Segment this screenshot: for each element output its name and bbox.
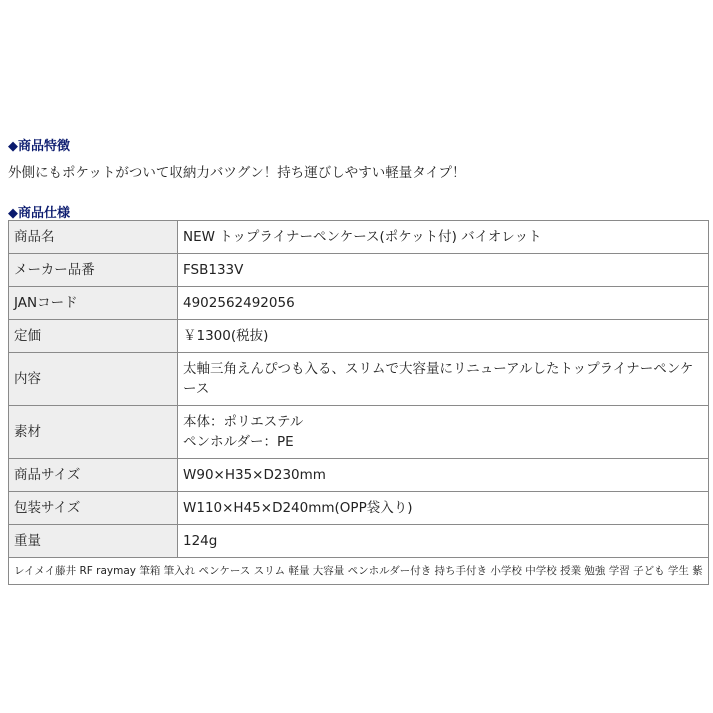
- table-row: [9, 254, 709, 287]
- table-row: [9, 558, 709, 585]
- spec-label-contents: 内容: [9, 353, 178, 406]
- table-row: [9, 459, 709, 492]
- spec-value-size: W90×H35×D230mm: [178, 459, 709, 492]
- table-row: [9, 406, 709, 459]
- table-row: [9, 287, 709, 320]
- spec-value-name: NEW トップライナーペンケース(ポケット付) バイオレット: [178, 221, 709, 254]
- table-row: [9, 221, 709, 254]
- spec-label-model: メーカー品番: [9, 254, 178, 287]
- spec-value-package-size: W110×H45×D240mm(OPP袋入り): [178, 492, 709, 525]
- keywords-cell: レイメイ藤井 RF raymay 筆箱 筆入れ ペンケース スリム 軽量 大容量 ペンホルダー付き 持ち手付き 小学校 中学校 授業 勉強 学習 子ども 学生 紫: [9, 558, 709, 585]
- spec-label-size: 商品サイズ: [9, 459, 178, 492]
- spec-label-weight: 重量: [9, 525, 178, 558]
- table-row: [9, 525, 709, 558]
- table-row: [9, 492, 709, 525]
- table-row: [9, 320, 709, 353]
- spec-value-weight: 124g: [178, 525, 709, 558]
- spec-value-price: ￥1300(税抜): [178, 320, 709, 353]
- features-heading: ◆商品特徴: [8, 139, 70, 154]
- spec-label-package-size: 包装サイズ: [9, 492, 178, 525]
- spec-label-name: 商品名: [9, 221, 178, 254]
- spec-label-jan: JANコード: [9, 287, 178, 320]
- features-text: 外側にもポケットがついて収納力バツグン！持ち運びしやすい軽量タイプ！: [8, 165, 466, 181]
- spec-table: [8, 220, 709, 585]
- material-body: 本体：ポリエステル: [183, 414, 304, 430]
- spec-value-material: [178, 406, 709, 459]
- spec-label-material: 素材: [9, 406, 178, 459]
- spec-value-model: FSB133V: [178, 254, 709, 287]
- table-row: [9, 353, 709, 406]
- spec-value-jan: 4902562492056: [178, 287, 709, 320]
- spec-label-price: 定価: [9, 320, 178, 353]
- specs-heading: ◆商品仕様: [8, 206, 70, 221]
- spec-value-contents: 太軸三角えんぴつも入る、スリムで大容量にリニューアルしたトップライナーペンケース: [178, 353, 709, 406]
- material-holder: ペンホルダー：PE: [183, 434, 294, 450]
